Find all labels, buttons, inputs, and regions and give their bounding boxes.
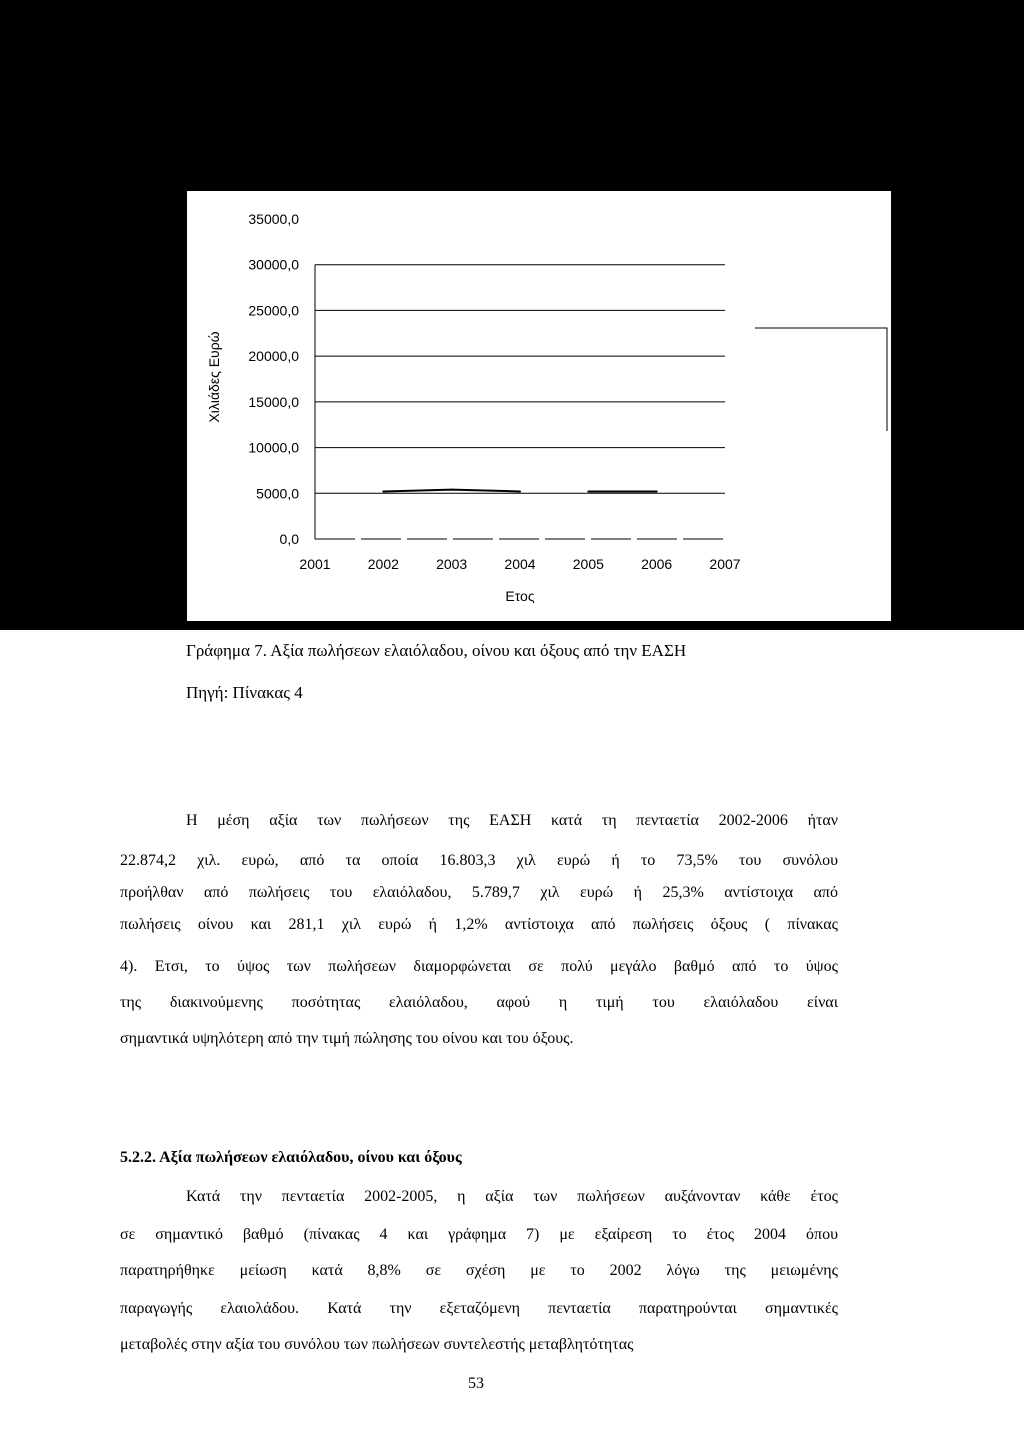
paragraph1-line: προήλθαν από πωλήσεις του ελαιόλαδου, 5.789,7 χιλ ευρώ ή 25,3% αντίστοιχα από	[120, 884, 838, 901]
figure-source: Πηγή: Πίνακας 4	[186, 683, 303, 702]
paragraph2-line: μεταβολές στην αξία του συνόλου των πωλήσεων συντελεστής μεταβλητότητας	[120, 1336, 634, 1353]
figure-caption: Γράφημα 7. Αξία πωλήσεων ελαιόλαδου, οίνου και όξους από την ΕΑΣΗ	[186, 641, 687, 660]
y-tick-label: 20000,0	[248, 348, 299, 365]
x-tick-label: 2004	[504, 556, 536, 572]
y-tick-label: 30000,0	[248, 256, 299, 273]
paragraph1-line: πωλήσεις οίνου και 281,1 χιλ ευρώ ή 1,2% αντίστοιχα από πωλήσεις όξους ( πίνακας	[120, 916, 838, 933]
paragraph1-line: της διακινούμενης ποσότητας ελαιόλαδου, αφού η τιμή του ελαιόλαδου είναι	[120, 994, 838, 1011]
y-tick-label: 15000,0	[248, 393, 299, 410]
series-point	[656, 490, 658, 492]
legend-frame	[755, 328, 887, 431]
series-point	[519, 490, 521, 492]
y-tick-label: 35000,0	[248, 211, 299, 227]
page-body	[0, 630, 1024, 1445]
section-heading: 5.2.2. Αξία πωλήσεων ελαιόλαδου, οίνου και όξους	[120, 1149, 462, 1166]
paragraph1-line: σημαντικά υψηλότερη από την τιμή πώλησης του οίνου και του όξους.	[120, 1030, 574, 1047]
x-tick-label: 2001	[299, 556, 331, 572]
paragraph2-line: παρατηρήθηκε μείωση κατά 8,8% σε σχέση με το 2002 λόγω της μειωμένης	[120, 1262, 838, 1279]
paragraph2-line: παραγωγής ελαιολάδου. Κατά την εξεταζόμενη πενταετία παρατηρούνται σημαντικές	[120, 1300, 838, 1317]
y-tick-label: 5000,0	[256, 485, 299, 502]
x-tick-label: 2005	[572, 556, 604, 572]
y-tick-label: 25000,0	[248, 302, 299, 319]
x-tick-label: 2003	[436, 556, 468, 572]
chart-panel	[186, 190, 892, 622]
y-tick-label: 0,0	[279, 531, 299, 547]
sales-chart	[187, 191, 891, 621]
series-point	[382, 490, 384, 492]
page-number: 53	[468, 1375, 484, 1392]
series-point	[587, 490, 589, 492]
x-tick-label: 2002	[367, 556, 399, 572]
paragraph2-line: Κατά την πενταετία 2002-2005, η αξία των πωλήσεων αυξάνονταν κάθε έτος	[186, 1188, 838, 1205]
y-tick-label: 10000,0	[248, 439, 299, 456]
x-tick-label: 2007	[709, 556, 741, 572]
series-point	[451, 489, 453, 491]
paragraph1-line: 22.874,2 χιλ. ευρώ, από τα οποία 16.803,3 χιλ ευρώ ή το 73,5% του συνόλου	[120, 852, 838, 869]
paragraph2-line: σε σημαντικό βαθμό (πίνακας 4 και γράφημα 7) με εξαίρεση το έτος 2004 όπου	[120, 1226, 838, 1243]
paragraph1-line: Η μέση αξία των πωλήσεων της ΕΑΣΗ κατά τη πενταετία 2002-2006 ήταν	[186, 812, 838, 829]
paragraph1-line: 4). Ετσι, το ύψος των πωλήσεων διαμορφώνεται σε πολύ μεγάλο βαθμό από το ύψος	[120, 958, 838, 975]
x-axis-title: Ετος	[505, 588, 535, 604]
x-tick-label: 2006	[641, 556, 673, 572]
y-axis-title: Χιλιάδες Ευρώ	[206, 331, 222, 423]
